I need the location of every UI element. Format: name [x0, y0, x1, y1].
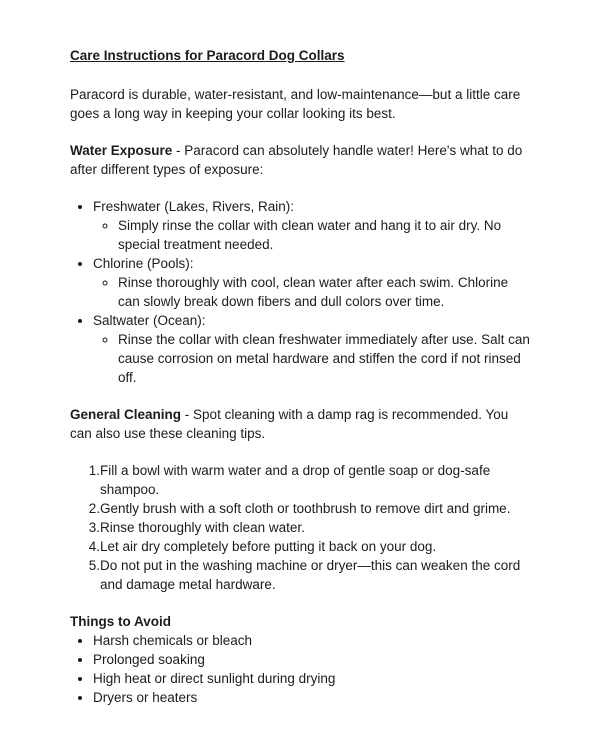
water-exposure-list [70, 197, 532, 387]
list-item-detail: ◦ Simply rinse the collar with clean water and hang it to air dry. No special treatment needed. [118, 216, 532, 254]
general-cleaning-text: - Spot cleaning with a damp rag is recommended. You can also use these cleaning tips. [70, 407, 509, 441]
page-title: Care Instructions for Paracord Dog Collars [70, 48, 345, 63]
chlorine-sub-list [93, 273, 532, 311]
cleaning-step: 2. Gently brush with a soft cloth or toothbrush to remove dirt and grime. [100, 499, 532, 518]
cleaning-step: 1. Fill a bowl with warm water and a drop of gentle soap or dog-safe shampoo. [100, 461, 532, 499]
things-to-avoid-heading: Things to Avoid [70, 614, 171, 629]
cleaning-step: 5. Do not put in the washing machine or dryer—this can weaken the cord and damage metal hardware. [100, 556, 532, 594]
list-item-detail: ◦ Rinse the collar with clean freshwater immediately after use. Salt can cause corrosion on metal hardware and stiffen the cord if not rinsed off. [118, 330, 532, 387]
avoid-item: • Dryers or heaters [93, 688, 532, 707]
general-cleaning-paragraph [70, 405, 532, 443]
avoid-item: • Harsh chemicals or bleach [93, 631, 532, 650]
cleaning-step: 4. Let air dry completely before putting it back on your dog. [100, 537, 532, 556]
intro-paragraph: Paracord is durable, water-resistant, and low-maintenance—but a little care goes a long way in keeping your collar looking its best. [70, 87, 521, 121]
cleaning-steps-list [70, 461, 532, 594]
water-exposure-paragraph [70, 141, 532, 179]
list-item-chlorine [93, 254, 532, 311]
list-item-label: Saltwater (Ocean): [93, 313, 206, 328]
water-exposure-heading: Water Exposure [70, 143, 173, 158]
cleaning-step: 3. Rinse thoroughly with clean water. [100, 518, 532, 537]
list-item-saltwater [93, 311, 532, 387]
avoid-item: • Prolonged soaking [93, 650, 532, 669]
freshwater-sub-list [93, 216, 532, 254]
things-to-avoid-list [70, 631, 532, 707]
general-cleaning-heading: General Cleaning [70, 407, 182, 422]
list-item-label: Chlorine (Pools): [93, 256, 194, 271]
list-item-label: Freshwater (Lakes, Rivers, Rain): [93, 199, 295, 214]
list-item-detail: ◦ Rinse thoroughly with cool, clean water after each swim. Chlorine can slowly break down fibers and dull colors over time. [118, 273, 532, 311]
avoid-item: • High heat or direct sunlight during drying [93, 669, 532, 688]
list-item-freshwater [93, 197, 532, 254]
water-exposure-text: - Paracord can absolutely handle water! Here's what to do after different types of exposure: [70, 143, 523, 177]
saltwater-sub-list [93, 330, 532, 387]
